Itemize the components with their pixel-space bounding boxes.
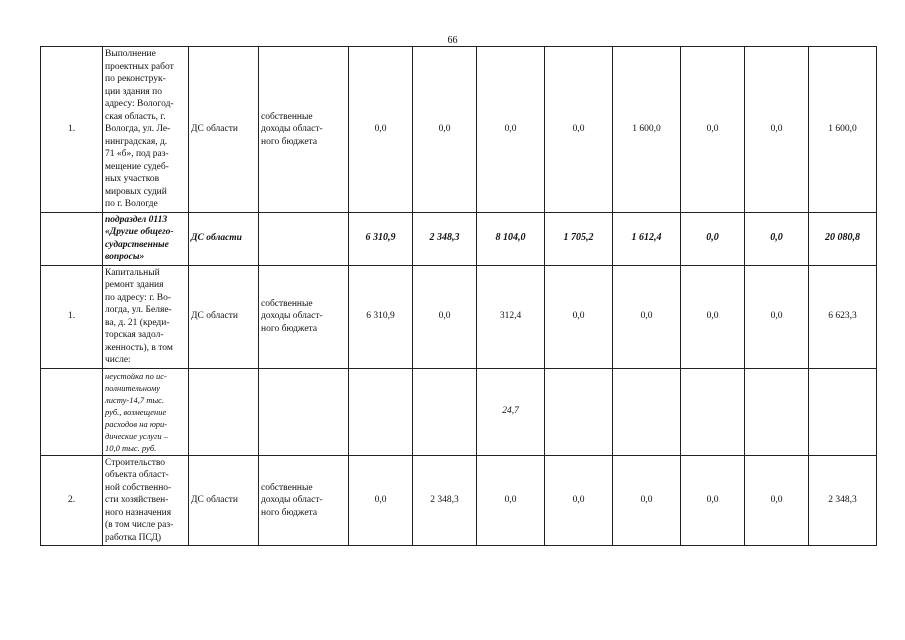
item-name-line: нинградская, д. [105, 136, 168, 147]
item-name-line: ва, д. 21 (креди- [105, 317, 170, 328]
funding-source-line: ного бюджета [261, 136, 318, 147]
value-cell: 0,0 [349, 455, 413, 546]
item-name-line: ных участков [105, 174, 160, 184]
item-name-line: работка ПСД) [105, 532, 162, 543]
value-cell: 1 705,2 [545, 212, 613, 265]
funding-source-line: доходы област- [261, 311, 323, 322]
item-name-cell [103, 212, 189, 265]
value-cell [545, 368, 613, 455]
executor-cell: ДС области [189, 47, 259, 213]
funding-source-line: доходы област- [261, 124, 323, 134]
value-cell: 1 600,0 [809, 47, 877, 213]
value-cell: 2 348,3 [413, 455, 477, 546]
value-cell: 0,0 [545, 47, 613, 213]
row-number-cell [41, 212, 103, 265]
item-name-line: по г. Вологде [105, 199, 158, 209]
value-cell: 0,0 [681, 47, 745, 213]
value-cell [745, 368, 809, 455]
item-name-line: подраздел 0113 [105, 214, 168, 225]
item-name-line: сударственные [105, 239, 169, 250]
value-cell: 0,0 [477, 47, 545, 213]
item-name-line: неустойка по ис- [105, 370, 167, 381]
item-name-line: адресу: Вологод- [105, 99, 174, 109]
value-cell: 312,4 [477, 265, 545, 368]
value-cell [681, 368, 745, 455]
row-number-cell: 2. [41, 455, 103, 546]
value-cell: 1 600,0 [613, 47, 681, 213]
row-number-cell [41, 368, 103, 455]
item-name-line: ной собственно- [105, 482, 172, 493]
item-name-line: объекта област- [105, 470, 169, 480]
funding-source-line: собственные [261, 298, 313, 309]
table-body [41, 47, 877, 546]
item-name-cell [103, 368, 189, 455]
item-name-line: вопросы» [105, 252, 145, 262]
value-cell: 24,7 [477, 368, 545, 455]
funding-source-line: ного бюджета [261, 507, 318, 518]
value-cell: 0,0 [745, 212, 809, 265]
item-name-line: по адресу: г. Во- [105, 292, 172, 303]
item-name-line: Выполнение [105, 49, 156, 59]
row-number-cell: 1. [41, 265, 103, 368]
budget-table [40, 46, 877, 546]
funding-source-cell [259, 265, 349, 368]
value-cell: 0,0 [745, 455, 809, 546]
value-cell: 6 310,9 [349, 265, 413, 368]
item-name-cell [103, 455, 189, 546]
funding-source-line: доходы област- [261, 495, 323, 505]
value-cell: 0,0 [745, 265, 809, 368]
executor-cell: ДС области [189, 212, 259, 265]
value-cell: 0,0 [745, 47, 809, 213]
item-name-line: ская область, г. [105, 111, 166, 122]
item-name-line: логда, ул. Беляе- [105, 305, 172, 315]
value-cell [413, 368, 477, 455]
item-name-line: числе: [105, 355, 131, 365]
item-name-line: ремонт здания [105, 280, 164, 290]
value-cell: 0,0 [545, 265, 613, 368]
item-name-line: мировых судий [105, 186, 167, 197]
item-name-line: «Другие общего- [105, 227, 174, 237]
executor-cell: ДС области [189, 265, 259, 368]
item-name-line: ции здания по [105, 86, 163, 97]
executor-cell: ДС области [189, 455, 259, 546]
value-cell [809, 368, 877, 455]
item-name-line: проектных работ [105, 61, 174, 72]
funding-source-line: собственные [261, 111, 313, 122]
value-cell: 6 623,3 [809, 265, 877, 368]
value-cell: 0,0 [681, 455, 745, 546]
value-cell: 0,0 [681, 265, 745, 368]
funding-source-cell [259, 368, 349, 455]
value-cell [613, 368, 681, 455]
table-row [41, 47, 877, 213]
item-name-line: Капитальный [105, 267, 160, 278]
value-cell: 0,0 [349, 47, 413, 213]
value-cell: 0,0 [413, 47, 477, 213]
value-cell: 0,0 [477, 455, 545, 546]
item-name-line: по реконструк- [105, 74, 166, 84]
value-cell: 1 612,4 [613, 212, 681, 265]
item-name-line: полнительному [105, 382, 161, 393]
executor-cell [189, 368, 259, 455]
item-name-line: листу-14,7 тыс. [105, 394, 165, 405]
table-row [41, 212, 877, 265]
item-name-line: сти хозяйствен- [105, 495, 169, 505]
value-cell: 2 348,3 [413, 212, 477, 265]
item-name-line: 10,0 тыс. руб. [105, 442, 157, 453]
value-cell: 20 080,8 [809, 212, 877, 265]
value-cell [349, 368, 413, 455]
table-row [41, 368, 877, 455]
item-name-line: расходов на юри- [105, 418, 168, 429]
funding-source-cell [259, 212, 349, 265]
row-number-cell: 1. [41, 47, 103, 213]
item-name-line: торская задол- [105, 330, 164, 340]
item-name-line: женность), в том [105, 342, 173, 353]
table-row [41, 265, 877, 368]
value-cell: 0,0 [681, 212, 745, 265]
item-name-line: (в том числе раз- [105, 520, 174, 530]
item-name-line: Строительство [105, 457, 166, 468]
funding-source-cell [259, 47, 349, 213]
item-name-line: руб., возмещение [105, 406, 167, 417]
item-name-line: ного назначения [105, 507, 172, 518]
item-name-line: Вологда, ул. Ле- [105, 124, 171, 134]
item-name-line: дические услуги – [105, 430, 169, 441]
table-row [41, 455, 877, 546]
value-cell: 0,0 [613, 265, 681, 368]
page-number: 66 [447, 35, 458, 46]
value-cell: 0,0 [545, 455, 613, 546]
funding-source-cell [259, 455, 349, 546]
value-cell: 2 348,3 [809, 455, 877, 546]
item-name-line: мещение судеб- [105, 161, 169, 172]
value-cell: 0,0 [413, 265, 477, 368]
item-name-line: 71 «б», под раз- [105, 149, 169, 159]
value-cell: 8 104,0 [477, 212, 545, 265]
item-name-cell [103, 47, 189, 213]
value-cell: 0,0 [613, 455, 681, 546]
value-cell: 6 310,9 [349, 212, 413, 265]
item-name-cell [103, 265, 189, 368]
funding-source-line: собственные [261, 482, 313, 493]
funding-source-line: ного бюджета [261, 323, 318, 334]
